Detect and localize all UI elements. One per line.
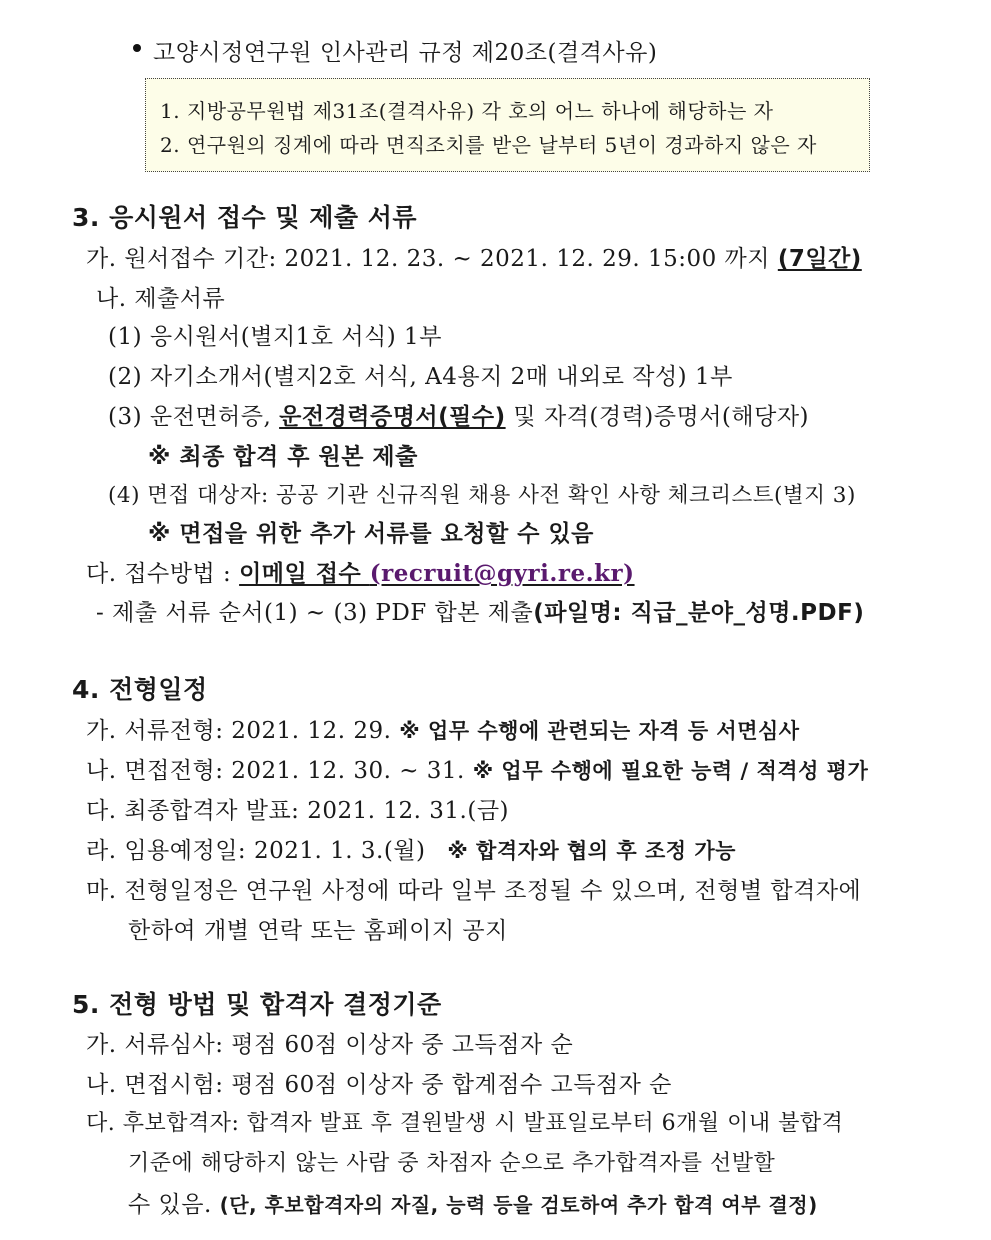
section4-na-note: ※ 업무 수행에 필요한 능력 / 적격성 평가 — [472, 759, 869, 783]
section3-title: 3. 응시원서 접수 및 제출 서류 — [72, 203, 418, 232]
section3-item3 — [108, 398, 809, 431]
section5-da-line3-note: (단, 후보합격자의 자질, 능력 등을 검토하여 추가 합격 여부 결정) — [219, 1193, 818, 1217]
section4-ra-note: ※ 합격자와 협의 후 조정 가능 — [447, 839, 736, 863]
regulation-bullet: 고양시정연구원 인사관리 규정 제20조(결격사유) — [153, 40, 658, 66]
section5-da-line3 — [128, 1186, 818, 1219]
section3-ga-text: 가. 원서접수 기간: 2021. 12. 23. ~ 2021. 12. 29. 15:00 까지 — [86, 246, 778, 272]
section5-title: 5. 전형 방법 및 합격자 결정기준 — [72, 990, 442, 1019]
section4-na — [86, 752, 868, 785]
section3-item3-suffix: 및 자격(경력)증명서(해당자) — [505, 404, 810, 430]
section3-ga-duration: (7일간) — [777, 246, 862, 272]
section4-ga — [86, 712, 800, 745]
section3-item1: (1) 응시원서(별지1호 서식) 1부 — [108, 324, 442, 350]
note-line-2: 2. 연구원의 징계에 따라 면직조치를 받은 날부터 5년이 경과하지 않은 자 — [160, 133, 817, 157]
section5-da-line2: 기준에 해당하지 않는 사람 중 차점자 순으로 추가합격자를 선발할 — [128, 1151, 776, 1176]
section3-item3-required: 운전경력증명서(필수) — [279, 404, 506, 430]
section5-da-line3-text: 수 있음. — [128, 1192, 220, 1218]
recruit-email-link[interactable]: (recruit@gyri.re.kr) — [369, 560, 635, 587]
section3-item3-note: ※ 최종 합격 후 원본 제출 — [148, 444, 418, 470]
section3-item2: (2) 자기소개서(별지2호 서식, A4용지 2매 내외로 작성) 1부 — [108, 364, 733, 390]
section3-da-prefix: 다. 접수방법 : — [86, 561, 240, 587]
section3-ga — [86, 240, 862, 273]
section3-da-method — [239, 561, 634, 587]
section4-na-text: 나. 면접전형: 2021. 12. 30. ~ 31. — [86, 758, 473, 784]
section4-ra — [86, 832, 736, 865]
section3-item3-prefix: (3) 운전면허증, — [108, 404, 280, 430]
section5-da-line1: 다. 후보합격자: 합격자 발표 후 결원발생 시 발표일로부터 6개월 이내 불합격 — [86, 1111, 844, 1136]
section3-submit-prefix: - 제출 서류 순서(1) ~ (3) PDF 합본 제출 — [96, 600, 534, 626]
section4-title: 4. 전형일정 — [72, 675, 208, 704]
section4-da: 다. 최종합격자 발표: 2021. 12. 31.(금) — [86, 798, 510, 824]
section4-ga-note: ※ 업무 수행에 관련되는 자격 등 서면심사 — [399, 719, 800, 743]
section3-filename-rule: (파일명: 직급_분야_성명.PDF) — [533, 600, 865, 626]
note-box — [145, 78, 870, 172]
section5-na: 나. 면접시험: 평점 60점 이상자 중 합계점수 고득점자 순 — [86, 1072, 672, 1098]
section4-ga-text: 가. 서류전형: 2021. 12. 29. — [86, 718, 400, 744]
section3-da — [86, 555, 635, 588]
section5-ga: 가. 서류심사: 평점 60점 이상자 중 고득점자 순 — [86, 1032, 574, 1058]
section4-ra-text: 라. 임용예정일: 2021. 1. 3.(월) — [86, 838, 434, 864]
section4-ma-line1: 마. 전형일정은 연구원 사정에 따라 일부 조정될 수 있으며, 전형별 합격자에 — [86, 878, 862, 904]
section3-submit-order — [96, 594, 864, 627]
section3-item4-note: ※ 면접을 위한 추가 서류를 요청할 수 있음 — [148, 521, 594, 547]
section3-da-email-label: 이메일 접수 — [239, 561, 370, 587]
bullet-dot — [133, 44, 141, 52]
section3-na: 나. 제출서류 — [96, 286, 226, 312]
section4-ma-line2: 한하여 개별 연락 또는 홈페이지 공지 — [128, 918, 508, 944]
note-line-1: 1. 지방공무원법 제31조(결격사유) 각 호의 어느 하나에 해당하는 자 — [160, 99, 774, 123]
section3-item4: (4) 면접 대상자: 공공 기관 신규직원 채용 사전 확인 사항 체크리스트(별지 3) — [108, 483, 856, 508]
